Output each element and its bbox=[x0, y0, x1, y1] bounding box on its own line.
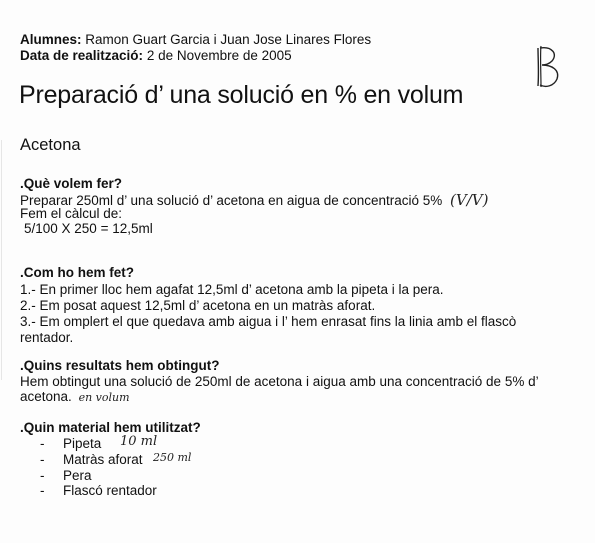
document-title: Preparació d’ una solució en % en volum bbox=[19, 81, 464, 109]
what-line-1-handwritten: (V/V) bbox=[450, 191, 489, 209]
date-line bbox=[20, 48, 292, 64]
material-item bbox=[40, 436, 260, 452]
section-heading-what: .Què volem fer? bbox=[20, 176, 123, 191]
material-item bbox=[40, 483, 260, 499]
section-heading-how: .Com ho hem fet? bbox=[20, 265, 134, 280]
how-step-1: 1.- En primer lloc hem agafat 12,5ml d’ acetona amb la pipeta i la pera. bbox=[20, 282, 444, 297]
how-step-3-continued: rentador. bbox=[20, 330, 74, 345]
material-item-label: Matràs aforat bbox=[63, 452, 143, 467]
results-line-2-handwritten: en volum bbox=[78, 391, 130, 404]
grade-mark-handwritten bbox=[528, 44, 562, 90]
document-subtitle: Acetona bbox=[20, 136, 81, 154]
results-line-1: Hem obtingut una solució de 250ml de acetona i aigua amb una concentració de 5% d’ bbox=[20, 374, 539, 389]
material-item bbox=[40, 452, 260, 468]
section-heading-results: .Quins resultats hem obtingut? bbox=[20, 358, 220, 373]
material-item-label: Flascó rentador bbox=[63, 483, 157, 498]
list-dash: - bbox=[40, 483, 45, 498]
list-dash: - bbox=[40, 452, 45, 467]
date-label: Data de realització: bbox=[20, 48, 144, 63]
material-item bbox=[40, 468, 260, 484]
results-line-2-text: acetona. bbox=[20, 389, 72, 404]
material-item-note-handwritten: 250 ml bbox=[153, 451, 192, 464]
students-value: Ramon Guart Garcia i Juan Jose Linares Flores bbox=[85, 32, 372, 47]
material-item-label: Pera bbox=[63, 468, 92, 483]
results-line-2 bbox=[20, 389, 130, 406]
students-line bbox=[20, 32, 371, 48]
list-dash: - bbox=[40, 468, 45, 483]
section-heading-material: .Quin material hem utilitzat? bbox=[20, 420, 201, 435]
what-line-2: Fem el càlcul de: bbox=[20, 206, 123, 221]
students-label: Alumnes: bbox=[20, 32, 82, 47]
material-item-label: Pipeta bbox=[63, 436, 102, 451]
list-dash: - bbox=[40, 436, 45, 451]
date-value: 2 de Novembre de 2005 bbox=[146, 48, 292, 63]
what-line-1-text: Preparar 250ml d’ una solució d’ acetona en aigua de concentració 5% bbox=[20, 193, 443, 208]
material-item-note-handwritten: 10 ml bbox=[120, 434, 158, 449]
how-step-2: 2.- Em posat aquest 12,5ml d’ acetona en un matràs aforat. bbox=[20, 298, 376, 313]
scan-margin-line bbox=[1, 140, 2, 380]
how-step-3: 3.- Em omplert el que quedava amb aigua i l’ hem enrasat fins la linia amb el flascò bbox=[20, 314, 517, 329]
what-line-3: 5/100 X 250 = 12,5ml bbox=[24, 221, 153, 236]
